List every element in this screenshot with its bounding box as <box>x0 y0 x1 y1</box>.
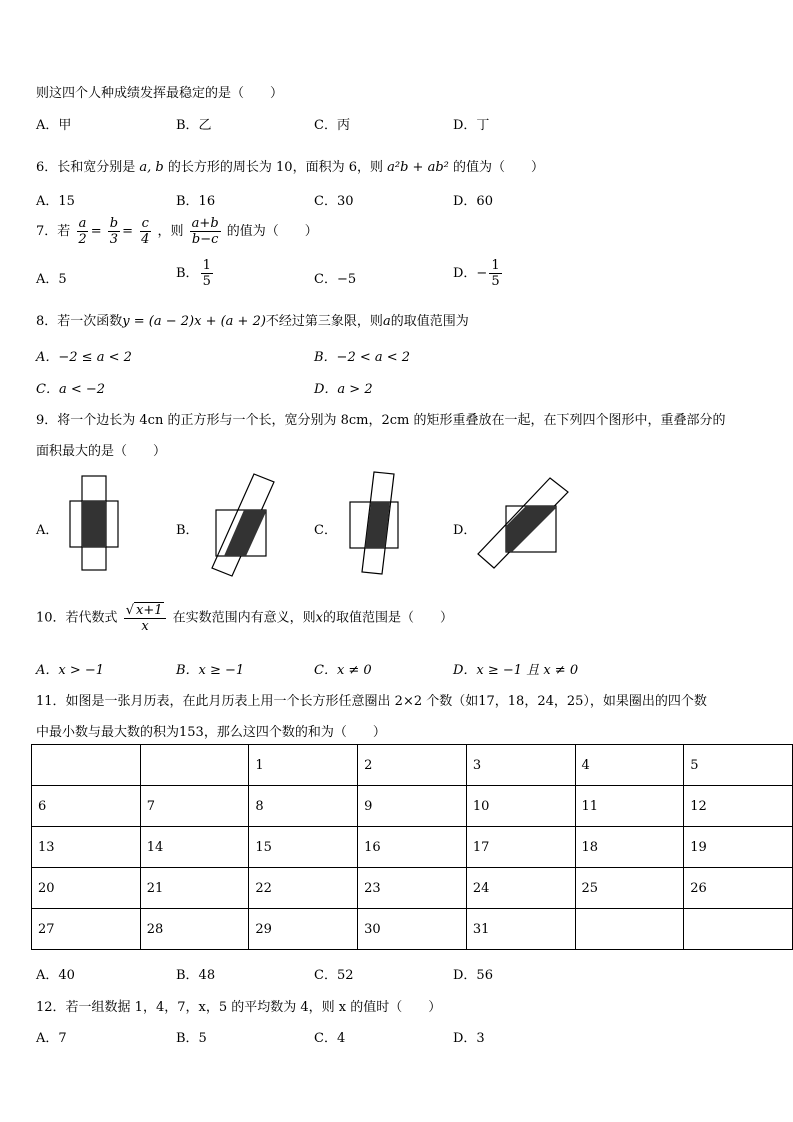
calendar-cell: 27 <box>32 909 141 950</box>
q6-option-c: C．30 <box>314 194 354 209</box>
q7-suffix: 的值为（ ） <box>226 224 318 239</box>
calendar-cell: 17 <box>466 827 575 868</box>
q8-option-c: C．a < −2 <box>36 382 106 397</box>
calendar-cell: 5 <box>684 745 793 786</box>
q6-option-b: B．16 <box>176 194 216 209</box>
calendar-cell: 24 <box>466 868 575 909</box>
q4-option-d: D．丁 <box>453 118 490 133</box>
calendar-cell: 26 <box>684 868 793 909</box>
calendar-cell <box>140 745 249 786</box>
calendar-cell: 1 <box>249 745 358 786</box>
q9-label-b: B． <box>176 523 199 538</box>
q8-stem: 8．若一次函数y = (a − 2)x + (a + 2)不经过第三象限，则a的取值范围为 <box>36 314 469 329</box>
q11-option-c: C．52 <box>314 968 354 983</box>
q7-mid: ，则 <box>157 224 184 239</box>
calendar-cell: 2 <box>358 745 467 786</box>
q9-figure-d <box>474 474 570 572</box>
q6-prefix: 6．长和宽分别是 <box>36 160 136 175</box>
q4-stem: 则这四个人种成绩发挥最稳定的是（ ） <box>36 86 284 101</box>
calendar-cell <box>575 909 684 950</box>
calendar-cell: 19 <box>684 827 793 868</box>
q7-option-a: A．5 <box>36 272 67 287</box>
q6-mid: 的长方形的周长为 10，面积为 6，则 <box>167 160 383 175</box>
calendar-cell: 18 <box>575 827 684 868</box>
calendar-cell: 31 <box>466 909 575 950</box>
q8-option-b: B．−2 < a < 2 <box>314 350 411 365</box>
q4-option-a: A．甲 <box>36 118 72 133</box>
q6-suffix: 的值为（ ） <box>453 160 545 175</box>
calendar-row <box>32 745 793 786</box>
q10-option-a: A．x > −1 <box>36 663 105 678</box>
q9-figure-b <box>206 472 278 578</box>
q12-option-c: C．4 <box>314 1031 346 1046</box>
q7-fraction-b: $\frac{b}{3}$ <box>109 216 119 247</box>
calendar-cell: 25 <box>575 868 684 909</box>
calendar-cell: 15 <box>249 827 358 868</box>
calendar-cell: 3 <box>466 745 575 786</box>
calendar-cell: 29 <box>249 909 358 950</box>
calendar-cell: 21 <box>140 868 249 909</box>
q7-option-d: D．− $\frac{1}{5}$ <box>453 258 500 289</box>
q11-option-a: A．40 <box>36 968 75 983</box>
q10-option-b: B．x ≥ −1 <box>176 663 245 678</box>
q10-option-d: D．x ≥ −1 且 x ≠ 0 <box>453 663 579 678</box>
calendar-cell: 30 <box>358 909 467 950</box>
calendar-cell <box>684 909 793 950</box>
q8-option-d: D．a > 2 <box>314 382 373 397</box>
q9-figure-c <box>344 470 404 576</box>
calendar-cell: 23 <box>358 868 467 909</box>
calendar-cell: 4 <box>575 745 684 786</box>
q12-option-a: A．7 <box>36 1031 67 1046</box>
calendar-cell: 6 <box>32 786 141 827</box>
q8-option-a: A．−2 ≤ a < 2 <box>36 350 132 365</box>
q7-fraction-target: $\frac{a+b}{b-c}$ <box>191 216 219 247</box>
calendar-cell: 7 <box>140 786 249 827</box>
calendar-cell: 13 <box>32 827 141 868</box>
q9-label-a: A． <box>36 523 59 538</box>
q7-stem: 7．若 $\frac{a}{2}$ = $\frac{b}{3}$ = $\frac{c}{4}$ ，则 $\frac{a+b}{b-c}$ 的值为（ ） <box>36 216 318 247</box>
calendar-cell: 28 <box>140 909 249 950</box>
q7-fraction-c: $\frac{c}{4}$ <box>141 216 150 247</box>
q11-stem-line1: 11．如图是一张月历表，在此月历表上用一个长方形任意圈出 2×2 个数（如17，18，24，25），如果圈出的四个数 <box>36 694 707 709</box>
q9-label-c: C． <box>314 523 337 538</box>
q12-option-d: D．3 <box>453 1031 485 1046</box>
calendar-row <box>32 909 793 950</box>
q6-stem <box>36 156 544 175</box>
calendar-row <box>32 786 793 827</box>
calendar-cell: 9 <box>358 786 467 827</box>
q7-option-b: B． $\frac{1}{5}$ <box>176 258 211 289</box>
calendar-table <box>31 744 793 950</box>
q7-option-c: C．−5 <box>314 272 357 287</box>
q9-figure-a <box>68 474 120 572</box>
calendar-cell: 22 <box>249 868 358 909</box>
calendar-cell: 8 <box>249 786 358 827</box>
calendar-cell: 11 <box>575 786 684 827</box>
q11-option-b: B．48 <box>176 968 216 983</box>
q9-label-d: D． <box>453 523 477 538</box>
calendar-cell: 16 <box>358 827 467 868</box>
q11-stem-line2: 中最小数与最大数的积为153，那么这四个数的和为（ ） <box>36 725 386 740</box>
q10-option-c: C．x ≠ 0 <box>314 663 372 678</box>
q12-stem: 12．若一组数据 1，4，7，x，5 的平均数为 4，则 x 的值时（ ） <box>36 1000 442 1015</box>
q11-option-d: D．56 <box>453 968 493 983</box>
q4-option-c: C．丙 <box>314 118 350 133</box>
calendar-row <box>32 827 793 868</box>
q6-expr: a²b + ab² <box>387 160 449 175</box>
q6-option-a: A．15 <box>36 194 75 209</box>
q4-option-b: B．乙 <box>176 118 212 133</box>
calendar-cell: 12 <box>684 786 793 827</box>
q9-stem-line2: 面积最大的是（ ） <box>36 444 167 459</box>
calendar-cell: 20 <box>32 868 141 909</box>
q7-fraction-a: $\frac{a}{2}$ <box>78 216 87 247</box>
calendar-row <box>32 868 793 909</box>
q10-fraction: $\frac{√ x+1}{x}$ <box>124 602 167 634</box>
calendar-cell <box>32 745 141 786</box>
q12-option-b: B．5 <box>176 1031 207 1046</box>
q7-prefix: 7．若 <box>36 224 71 239</box>
calendar-cell: 10 <box>466 786 575 827</box>
q9-stem-line1: 9．将一个边长为 4cn 的正方形与一个长，宽分别为 8cm，2cm 的矩形重叠放在一起，在下列四个图形中，重叠部分的 <box>36 413 726 428</box>
q6-option-d: D．60 <box>453 194 493 209</box>
calendar-cell: 14 <box>140 827 249 868</box>
q10-stem: 10．若代数式 $\frac{√ x+1}{x}$ 在实数范围内有意义，则x的取值范围是（ ） <box>36 603 453 634</box>
q6-vars: a, b <box>139 160 164 175</box>
